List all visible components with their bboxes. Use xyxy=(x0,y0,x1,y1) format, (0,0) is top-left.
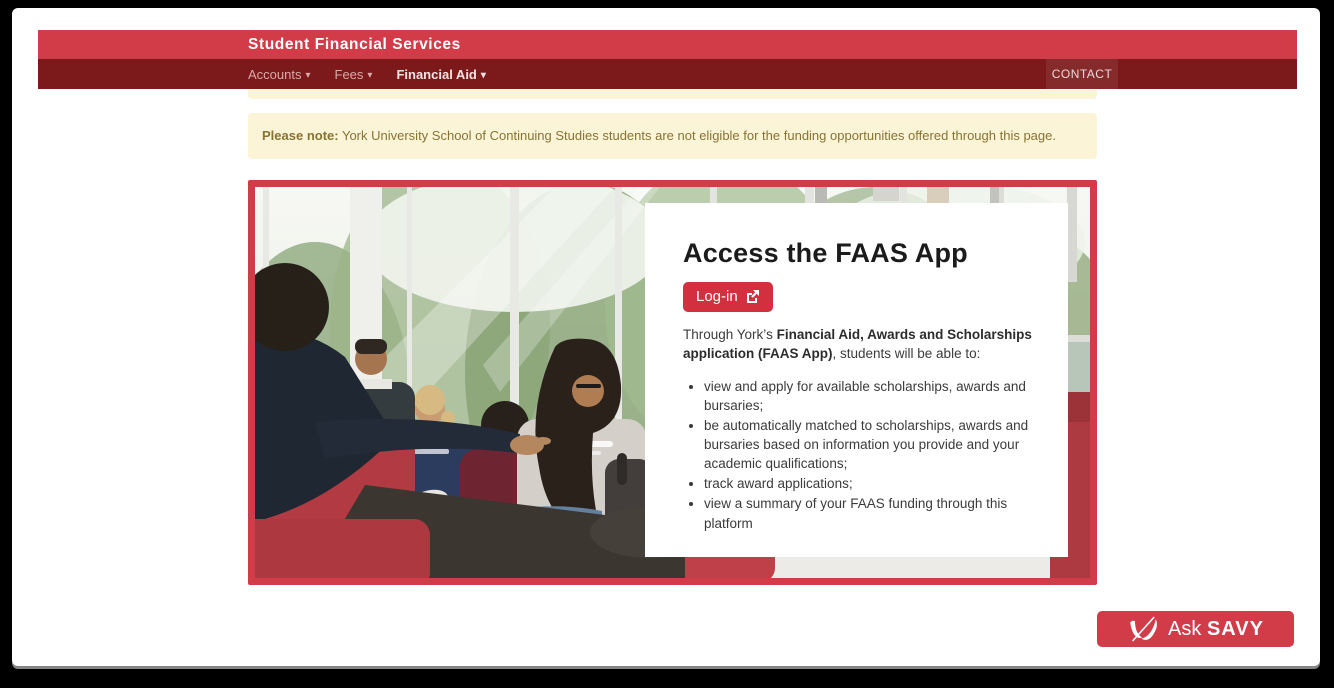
chevron-down-icon: ▾ xyxy=(305,69,311,81)
nav-item-financial-aid[interactable]: Financial Aid ▾ xyxy=(396,66,486,82)
savy-brand-label: SAVY xyxy=(1206,617,1264,640)
nav-item-accounts[interactable]: Accounts ▾ xyxy=(248,66,311,82)
external-link-icon xyxy=(746,289,760,303)
chevron-down-icon: ▾ xyxy=(367,69,373,81)
faas-panel xyxy=(645,203,1068,557)
intro-bold: Financial Aid, Awards and Scholarships application (FAAS App) xyxy=(683,326,1032,361)
bullet-item: • view and apply for available scholarships, awards and bursaries; xyxy=(704,377,1040,415)
nav-item-fees[interactable]: Fees ▾ xyxy=(334,66,373,82)
faas-intro xyxy=(683,325,1040,363)
bullet-item: • be automatically matched to scholarships, awards and bursaries based on information you provide and your academic qualifications; xyxy=(704,416,1040,473)
bullet-item: • track award applications; xyxy=(704,474,1040,493)
notice-text: York University School of Continuing Studies students are not eligible for the funding opportunities offered through this page. xyxy=(338,128,1056,143)
ask-savy-button[interactable] xyxy=(1097,611,1294,647)
notice-bold-prefix: Please note: xyxy=(262,128,339,143)
site-title: Student Financial Services xyxy=(248,35,461,53)
faas-bullet-list xyxy=(683,377,1040,533)
clipped-alert-strip xyxy=(248,90,1097,99)
chevron-down-icon: ▾ xyxy=(480,69,486,81)
intro-prefix: Through York’s xyxy=(683,326,777,342)
browser-viewport xyxy=(12,8,1320,666)
bullet-item: • view a summary of your FAAS funding through this platform xyxy=(704,494,1040,532)
nav-items xyxy=(248,59,486,89)
site-header xyxy=(38,30,1297,59)
login-button[interactable] xyxy=(683,282,773,312)
nav-item-contact[interactable]: CONTACT xyxy=(1046,59,1118,89)
login-label: Log-in xyxy=(696,287,738,305)
faas-card xyxy=(248,180,1097,585)
main-nav xyxy=(38,59,1297,89)
notice-banner xyxy=(248,113,1097,159)
faas-heading: Access the FAAS App xyxy=(683,238,968,268)
savy-label xyxy=(1168,618,1264,641)
savy-logo-icon xyxy=(1127,615,1159,643)
savy-ask-label: Ask xyxy=(1168,617,1202,640)
intro-suffix: , students will be able to: xyxy=(832,345,981,361)
